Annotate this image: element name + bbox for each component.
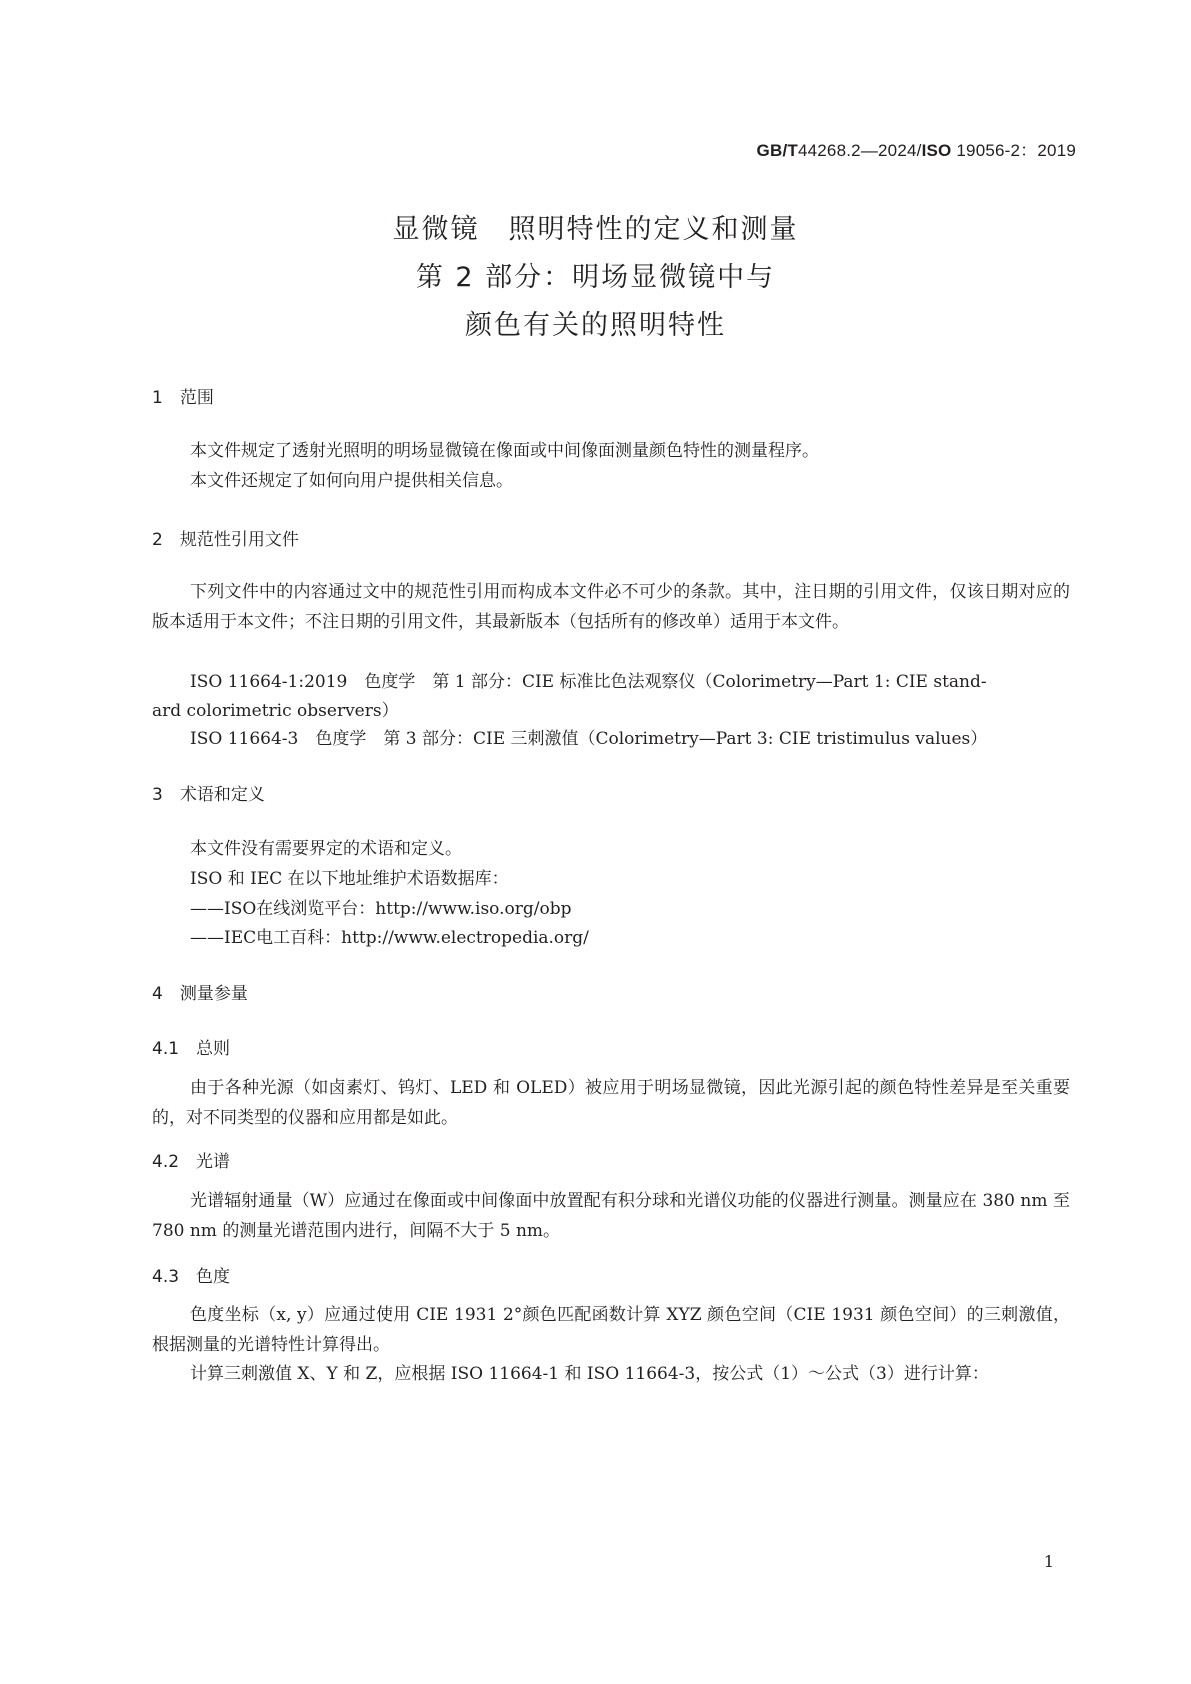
section-1-heading: 1 范围 [152, 388, 214, 408]
document-title [0, 206, 1191, 350]
title-line-3: 颜色有关的照明特性 [465, 310, 726, 341]
section-1-paragraph-1: 本文件规定了透射光照明的明场显微镜在像面或中间像面测量颜色特性的测量程序。 [190, 441, 819, 461]
section-2-heading: 2 规范性引用文件 [152, 530, 299, 550]
std-number: 44268.2—2024/ [797, 141, 922, 160]
title-line-2: 第 2 部分：明场显微镜中与 [415, 262, 776, 293]
title-line-1: 显微镜 照明特性的定义和测量 [392, 214, 799, 245]
reference-2: ISO 11664-3 色度学 第 3 部分：CIE 三刺激值（Colorimetry—Part 3: CIE tristimulus values） [190, 729, 988, 749]
section-4-3-paragraph-1: 色度坐标（x, y）应通过使用 CIE 1931 2°颜色匹配函数计算 XYZ 颜色空间（CIE 1931 颜色空间）的三刺激值，根据测量的光谱特性计算得出。 [152, 1305, 1070, 1355]
term-database-item-iso: ——ISO在线浏览平台：http://www.iso.org/obp [190, 899, 572, 919]
section-4-3-heading: 4.3 色度 [152, 1267, 231, 1287]
page-number: 1 [1043, 1552, 1054, 1571]
section-3-paragraph-2: ISO 和 IEC 在以下地址维护术语数据库： [190, 869, 509, 889]
iso-prefix: ISO [921, 141, 952, 160]
section-1-paragraph-2: 本文件还规定了如何向用户提供相关信息。 [190, 471, 513, 491]
section-3-heading: 3 术语和定义 [152, 785, 265, 805]
standard-code [757, 136, 1076, 161]
section-4-2-paragraph: 光谱辐射通量（W）应通过在像面或中间像面中放置配有积分球和光谱仪功能的仪器进行测量。测量应在 380 nm 至 780 nm 的测量光谱范围内进行，间隔不大于 5 nm。 [152, 1191, 1070, 1241]
section-4-1-heading: 4.1 总则 [152, 1039, 231, 1059]
section-4-3-paragraph-2: 计算三刺激值 X、Y 和 Z，应根据 ISO 11664-1 和 ISO 11664-3，按公式（1）～公式（3）进行计算： [190, 1364, 989, 1384]
section-2-paragraph-1: 下列文件中的内容通过文中的规范性引用而构成本文件必不可少的条款。其中，注日期的引用文件，仅该日期对应的版本适用于本文件；不注日期的引用文件，其最新版本（包括所有的修改单）适用于本文件。 [152, 582, 1070, 632]
section-3-paragraph-1: 本文件没有需要界定的术语和定义。 [190, 839, 462, 859]
term-database-item-iec: ——IEC电工百科：http://www.electropedia.org/ [190, 928, 589, 948]
iso-number: 19056-2：2019 [956, 141, 1076, 160]
reference-1-line-2: ard colorimetric observers） [152, 701, 399, 721]
section-4-heading: 4 测量参量 [152, 984, 248, 1004]
std-prefix: GB/T [756, 141, 798, 160]
section-4-1-paragraph: 由于各种光源（如卤素灯、钨灯、LED 和 OLED）被应用于明场显微镜，因此光源引起的颜色特性差异是至关重要的，对不同类型的仪器和应用都是如此。 [152, 1078, 1070, 1128]
reference-1-line-1: ISO 11664-1:2019 色度学 第 1 部分：CIE 标准比色法观察仪（Colorimetry—Part 1: CIE stand- [190, 672, 987, 692]
section-4-2-heading: 4.2 光谱 [152, 1152, 231, 1172]
